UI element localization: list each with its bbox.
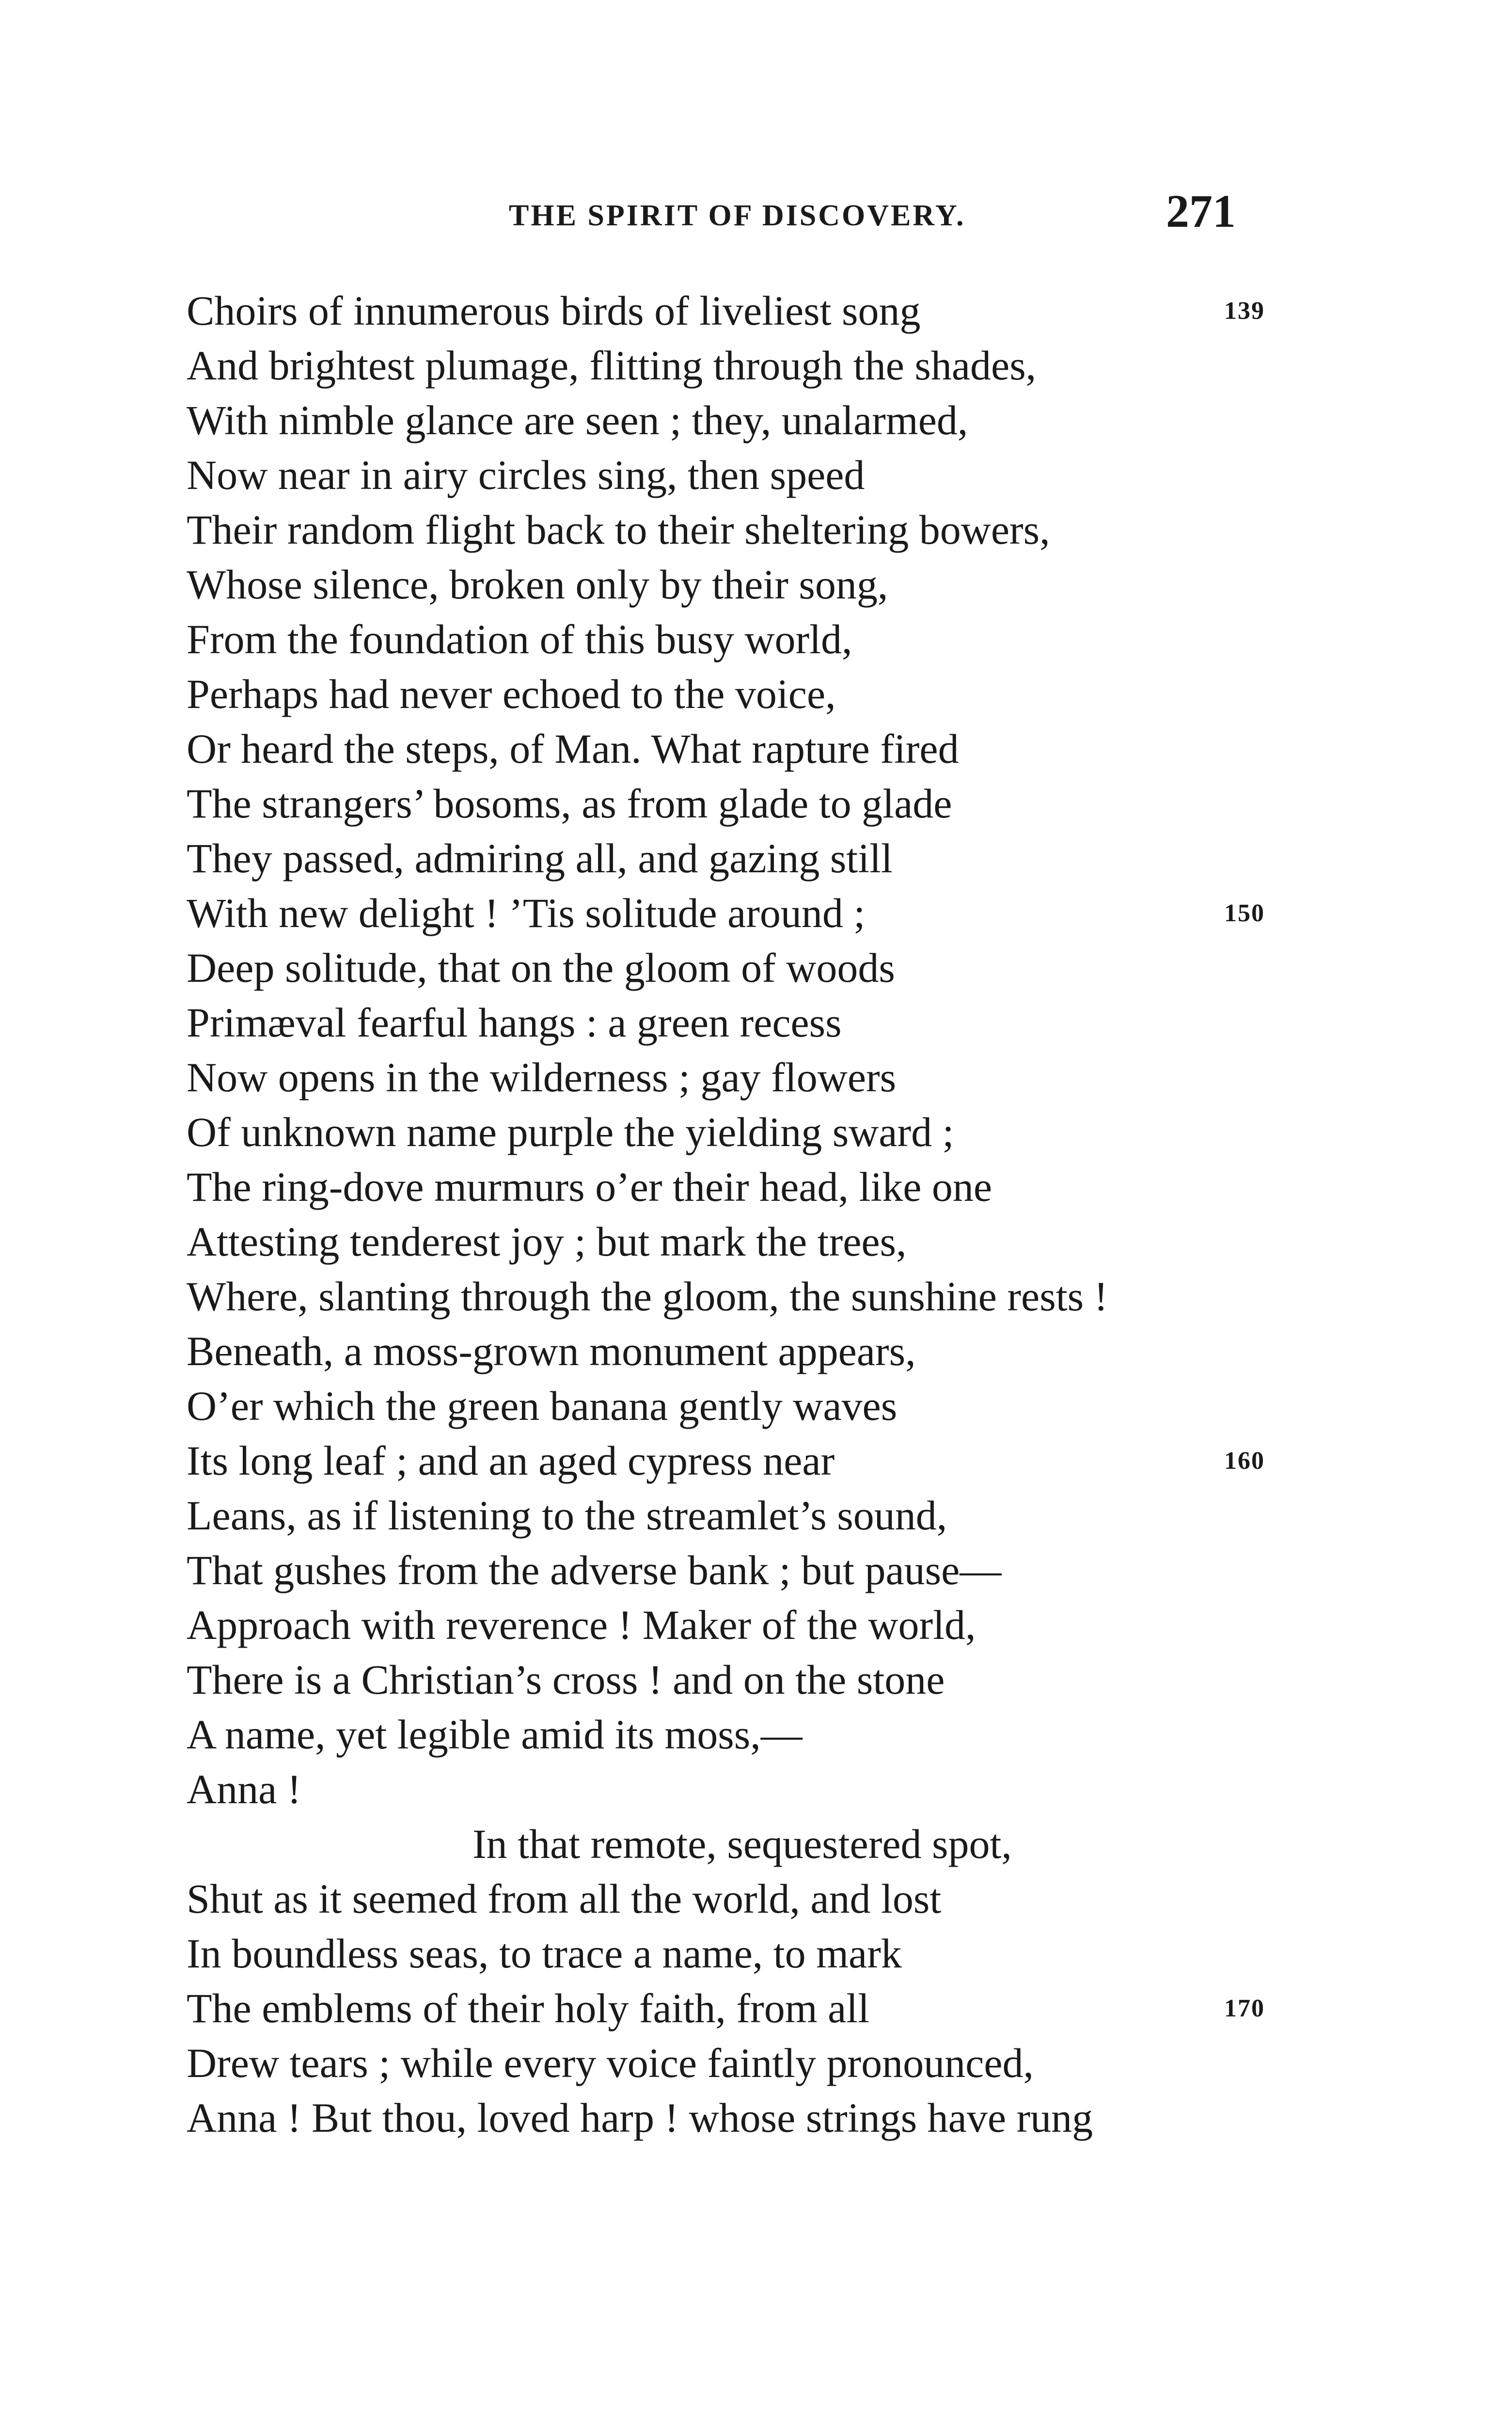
- poem-line: [187, 338, 1292, 393]
- poem-line: [187, 1105, 1292, 1160]
- poem-line-text: Deep solitude, that on the gloom of woods: [187, 944, 895, 991]
- poem-line-text: Of unknown name purple the yielding sward ;: [187, 1109, 954, 1155]
- poem-line-text: The emblems of their holy faith, from all: [187, 1985, 870, 2031]
- poem-line-text: In boundless seas, to trace a name, to mark: [187, 1930, 902, 1977]
- poem-line-text: Or heard the steps, of Man. What rapture fired: [187, 725, 959, 772]
- poem-line-text: The ring-dove murmurs o’er their head, like one: [187, 1164, 992, 1210]
- page-number: 271: [1166, 185, 1236, 237]
- poem-line-text: Primæval fearful hangs : a green recess: [187, 999, 842, 1046]
- poem-line: [187, 393, 1292, 448]
- poem-line: [187, 1762, 1292, 1817]
- poem-line: [187, 1269, 1292, 1324]
- poem-line-text: Drew tears ; while every voice faintly pronounced,: [187, 2040, 1034, 2086]
- poem-line-text: That gushes from the adverse bank ; but pause—: [187, 1547, 1002, 1593]
- poem-line-text: From the foundation of this busy world,: [187, 616, 852, 662]
- poem-line: [187, 1433, 1292, 1488]
- poem-line: [187, 557, 1292, 612]
- poem-line: [187, 1379, 1292, 1433]
- running-title: THE SPIRIT OF DISCOVERY.: [509, 199, 966, 232]
- poem-line-text: Choirs of innumerous birds of liveliest song: [187, 287, 921, 334]
- poem-line: [187, 831, 1292, 886]
- poem-line-text: Whose silence, broken only by their song,: [187, 561, 888, 608]
- poem-line-text: They passed, admiring all, and gazing still: [187, 835, 893, 881]
- poem-line: [187, 995, 1292, 1050]
- poem-line-text: Now opens in the wilderness ; gay flowers: [187, 1054, 897, 1101]
- poem-line-text: With nimble glance are seen ; they, unalarmed,: [187, 397, 968, 443]
- poem-line-text: With new delight ! ’Tis solitude around ;: [187, 890, 866, 936]
- poem-line-text: Approach with reverence ! Maker of the world,: [187, 1602, 976, 1648]
- poem-line: [187, 2091, 1292, 2145]
- poem-line-text: Anna ! But thou, loved harp ! whose strings have rung: [187, 2094, 1093, 2141]
- poem-line: [187, 1324, 1292, 1379]
- poem-line: [187, 1598, 1292, 1652]
- poem-line: [187, 776, 1292, 831]
- poem-line: [187, 1050, 1292, 1105]
- poem-line: [187, 448, 1292, 503]
- poem-line: [187, 1543, 1292, 1598]
- poem-line-text: A name, yet legible amid its moss,—: [187, 1711, 803, 1758]
- poem-line: [187, 667, 1292, 722]
- line-number: 160: [1224, 1447, 1265, 1475]
- poem-line: [187, 283, 1292, 338]
- poem-line: [187, 1652, 1292, 1707]
- line-number: 170: [1224, 1995, 1265, 2022]
- poem-line-text: Beneath, a moss-grown monument appears,: [187, 1328, 916, 1374]
- poem-line-text: O’er which the green banana gently waves: [187, 1383, 898, 1429]
- poem-line-text: And brightest plumage, flitting through the shades,: [187, 342, 1037, 389]
- line-number: 139: [1224, 297, 1265, 325]
- poem-line: [187, 1488, 1292, 1543]
- poem-line: [187, 941, 1292, 995]
- poem-line: [187, 1981, 1292, 2036]
- line-number: 150: [1224, 899, 1265, 927]
- poem-line-text: Attesting tenderest joy ; but mark the trees,: [187, 1218, 907, 1265]
- page-header: [509, 184, 1236, 242]
- poem-line-text: Where, slanting through the gloom, the sunshine rests !: [187, 1273, 1108, 1320]
- poem-line: [187, 503, 1292, 557]
- poem-line: [187, 1707, 1292, 1762]
- poem-line: [187, 1214, 1292, 1269]
- poem-body: [187, 283, 1292, 2145]
- poem-line-text: Shut as it seemed from all the world, and lost: [187, 1875, 942, 1922]
- poem-line-text: Perhaps had never echoed to the voice,: [187, 671, 836, 717]
- poem-line-text: Now near in airy circles sing, then speed: [187, 452, 865, 498]
- poem-line: [187, 722, 1292, 776]
- poem-line: [187, 886, 1292, 941]
- poem-line: [187, 1817, 1292, 1872]
- poem-line: [187, 1872, 1292, 1926]
- poem-line: [187, 1926, 1292, 1981]
- poem-line-text: There is a Christian’s cross ! and on the stone: [187, 1656, 945, 1703]
- poem-line-text: The strangers’ bosoms, as from glade to glade: [187, 780, 952, 827]
- poem-line: [187, 612, 1292, 667]
- poem-line-text: Its long leaf ; and an aged cypress near: [187, 1437, 835, 1484]
- poem-line-text: Anna !: [187, 1766, 301, 1812]
- poem-line-text: Their random flight back to their sheltering bowers,: [187, 506, 1050, 553]
- poem-line-text: Leans, as if listening to the streamlet’s sound,: [187, 1492, 947, 1539]
- poem-line: [187, 1160, 1292, 1214]
- poem-line: [187, 2036, 1292, 2091]
- poem-line-text: In that remote, sequestered spot,: [472, 1821, 1012, 1867]
